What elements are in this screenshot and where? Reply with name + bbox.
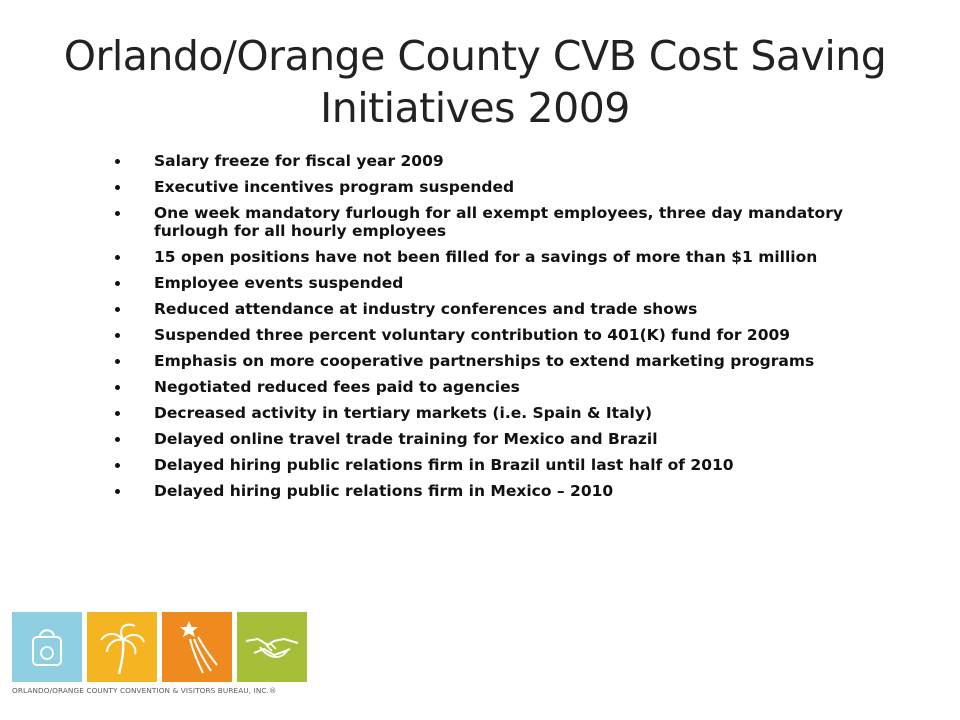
bullet-dot: [115, 437, 120, 442]
bullet-dot: [115, 255, 120, 260]
bullet-text: Delayed online travel trade training for Mexico and Brazil: [154, 430, 658, 448]
bullet-item: [104, 482, 894, 500]
bullet-item: [104, 152, 894, 170]
bullet-item: [104, 378, 894, 396]
bullet-item: [104, 352, 894, 370]
logo-tile-star: [162, 612, 232, 682]
bullet-item: [104, 178, 894, 196]
bullet-text: Delayed hiring public relations firm in Brazil until last half of 2010: [154, 456, 734, 474]
bullet-item: [104, 300, 894, 318]
bullet-dot: [115, 211, 120, 216]
bullet-dot: [115, 185, 120, 190]
bullet-text: One week mandatory furlough for all exempt employees, three day mandatory furlough for all hourly employees: [154, 204, 843, 240]
bullet-item: [104, 456, 894, 474]
bullet-dot: [115, 385, 120, 390]
bullet-list: [104, 152, 894, 508]
logo-caption: ORLANDO/ORANGE COUNTY CONVENTION & VISITORS BUREAU, INC.®: [12, 686, 277, 695]
logo-tile-handshake: [237, 612, 307, 682]
bullet-text: Salary freeze for fiscal year 2009: [154, 152, 444, 170]
bullet-text: Decreased activity in tertiary markets (i.e. Spain & Italy): [154, 404, 653, 422]
shooting-star-icon: [175, 619, 219, 675]
bullet-item: [104, 274, 894, 292]
bullet-item: [104, 326, 894, 344]
logo-tile-shopping: [12, 612, 82, 682]
bullet-text: Suspended three percent voluntary contribution to 401(K) fund for 2009: [154, 326, 791, 344]
bullet-item: [104, 404, 894, 422]
bullet-dot: [115, 463, 120, 468]
bullet-text: Reduced attendance at industry conferences and trade shows: [154, 300, 698, 318]
bullet-text: Emphasis on more cooperative partnerships to extend marketing programs: [154, 352, 815, 370]
bullet-item: [104, 430, 894, 448]
bullet-dot: [115, 307, 120, 312]
bullet-dot: [115, 159, 120, 164]
bullet-item: [104, 248, 894, 266]
bullet-text: Employee events suspended: [154, 274, 404, 292]
bullet-text: Negotiated reduced fees paid to agencies: [154, 378, 520, 396]
palm-tree-icon: [97, 620, 147, 674]
bullet-text: Executive incentives program suspended: [154, 178, 515, 196]
cvb-logo: [12, 612, 312, 702]
bullet-dot: [115, 411, 120, 416]
shopping-bag-icon: [27, 625, 67, 669]
logo-tile-palm: [87, 612, 157, 682]
bullet-dot: [115, 489, 120, 494]
bullet-text: 15 open positions have not been filled for a savings of more than $1 million: [154, 248, 818, 266]
bullet-dot: [115, 359, 120, 364]
handshake-icon: [244, 627, 300, 667]
bullet-dot: [115, 281, 120, 286]
bullet-item: [104, 204, 894, 240]
bullet-dot: [115, 333, 120, 338]
slide-title: Orlando/Orange County CVB Cost Saving Initiatives 2009: [63, 32, 887, 132]
bullet-text: Delayed hiring public relations firm in Mexico – 2010: [154, 482, 614, 500]
